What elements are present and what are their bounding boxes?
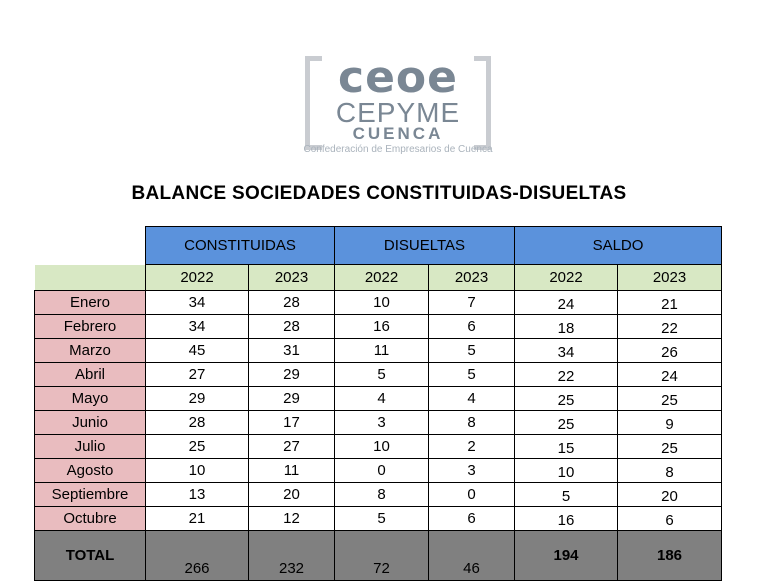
value-cell: 27 [249, 435, 335, 459]
table-row [35, 507, 722, 531]
year-header: 2022 [335, 265, 429, 291]
saldo-cell: 20 [618, 483, 722, 507]
value-cell: 34 [146, 315, 249, 339]
table-row [35, 387, 722, 411]
value-cell: 3 [335, 411, 429, 435]
table-row [35, 483, 722, 507]
saldo-cell: 25 [515, 411, 618, 435]
value-cell: 4 [335, 387, 429, 411]
value-cell: 17 [249, 411, 335, 435]
month-label: Mayo [35, 387, 146, 411]
month-label: Octubre [35, 507, 146, 531]
value-cell: 28 [146, 411, 249, 435]
saldo-cell: 8 [618, 459, 722, 483]
month-label: Marzo [35, 339, 146, 363]
table-row [35, 459, 722, 483]
year-header: 2022 [146, 265, 249, 291]
table-row [35, 291, 722, 315]
saldo-cell: 25 [618, 387, 722, 411]
saldo-cell: 25 [618, 435, 722, 459]
total-label: TOTAL [35, 531, 146, 581]
corner-cell [35, 265, 146, 291]
total-value: 266 [146, 531, 249, 581]
value-cell: 28 [249, 291, 335, 315]
logo-subtitle: Confederación de Empresarios de Cuenca [303, 144, 493, 155]
group-saldo: SALDO [515, 227, 722, 265]
month-label: Junio [35, 411, 146, 435]
value-cell: 5 [429, 339, 515, 363]
logo-cepyme-text: CEPYME [335, 97, 461, 128]
year-header: 2022 [515, 265, 618, 291]
year-header: 2023 [429, 265, 515, 291]
month-label: Agosto [35, 459, 146, 483]
value-cell: 5 [335, 363, 429, 387]
group-constituidas: CONSTITUIDAS [146, 227, 335, 265]
value-cell: 34 [146, 291, 249, 315]
month-label: Febrero [35, 315, 146, 339]
value-cell: 13 [146, 483, 249, 507]
value-cell: 10 [146, 459, 249, 483]
table-row [35, 315, 722, 339]
saldo-cell: 24 [515, 291, 618, 315]
value-cell: 25 [146, 435, 249, 459]
year-header: 2023 [249, 265, 335, 291]
value-cell: 21 [146, 507, 249, 531]
value-cell: 6 [429, 507, 515, 531]
value-cell: 29 [249, 363, 335, 387]
total-saldo-value: 194 [515, 531, 618, 581]
value-cell: 27 [146, 363, 249, 387]
saldo-cell: 6 [618, 507, 722, 531]
balance-table [34, 226, 722, 581]
value-cell: 11 [335, 339, 429, 363]
month-label: Abril [35, 363, 146, 387]
saldo-cell: 16 [515, 507, 618, 531]
value-cell: 20 [249, 483, 335, 507]
group-header-row [35, 227, 722, 265]
total-saldo-value: 186 [618, 531, 722, 581]
value-cell: 11 [249, 459, 335, 483]
value-cell: 6 [429, 315, 515, 339]
saldo-cell: 15 [515, 435, 618, 459]
total-value: 46 [429, 531, 515, 581]
corner-cell [35, 227, 146, 265]
month-label: Septiembre [35, 483, 146, 507]
table-row [35, 411, 722, 435]
value-cell: 7 [429, 291, 515, 315]
group-disueltas: DISUELTAS [335, 227, 515, 265]
value-cell: 8 [429, 411, 515, 435]
saldo-cell: 24 [618, 363, 722, 387]
table-row [35, 363, 722, 387]
page-title: BALANCE SOCIEDADES CONSTITUIDAS-DISUELTAS [131, 183, 627, 204]
logo-cuenca-text: CUENCA [352, 124, 444, 143]
saldo-cell: 34 [515, 339, 618, 363]
month-label: Julio [35, 435, 146, 459]
value-cell: 3 [429, 459, 515, 483]
month-label: Enero [35, 291, 146, 315]
value-cell: 0 [335, 459, 429, 483]
value-cell: 29 [249, 387, 335, 411]
year-header: 2023 [618, 265, 722, 291]
total-row [35, 531, 722, 581]
year-header-row [35, 265, 722, 291]
ceoe-cepyme-logo [300, 50, 496, 160]
saldo-cell: 5 [515, 483, 618, 507]
saldo-cell: 22 [618, 315, 722, 339]
saldo-cell: 10 [515, 459, 618, 483]
total-value: 232 [249, 531, 335, 581]
value-cell: 4 [429, 387, 515, 411]
value-cell: 5 [335, 507, 429, 531]
value-cell: 2 [429, 435, 515, 459]
table-row [35, 339, 722, 363]
value-cell: 29 [146, 387, 249, 411]
value-cell: 16 [335, 315, 429, 339]
value-cell: 5 [429, 363, 515, 387]
saldo-cell: 21 [618, 291, 722, 315]
saldo-cell: 26 [618, 339, 722, 363]
table-row [35, 435, 722, 459]
value-cell: 10 [335, 291, 429, 315]
value-cell: 8 [335, 483, 429, 507]
value-cell: 31 [249, 339, 335, 363]
saldo-cell: 25 [515, 387, 618, 411]
value-cell: 45 [146, 339, 249, 363]
saldo-cell: 22 [515, 363, 618, 387]
logo-ceoe-text: ceoe [338, 52, 458, 103]
total-value: 72 [335, 531, 429, 581]
value-cell: 0 [429, 483, 515, 507]
value-cell: 10 [335, 435, 429, 459]
value-cell: 28 [249, 315, 335, 339]
saldo-cell: 9 [618, 411, 722, 435]
value-cell: 12 [249, 507, 335, 531]
saldo-cell: 18 [515, 315, 618, 339]
